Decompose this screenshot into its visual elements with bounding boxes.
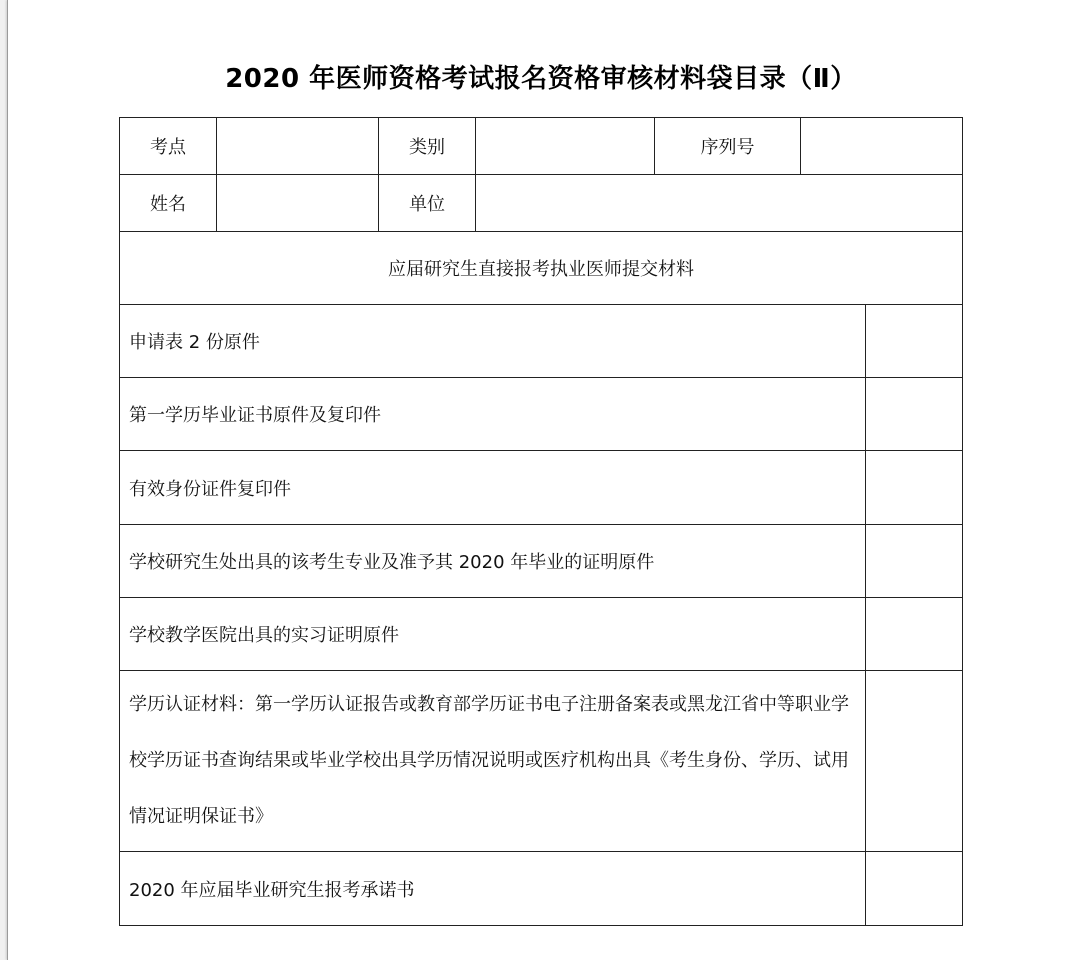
serial-number-label: 序列号 [655, 118, 801, 175]
list-item [120, 671, 963, 852]
list-item [120, 378, 963, 451]
category-field[interactable] [476, 118, 655, 175]
exam-site-label: 考点 [120, 118, 217, 175]
material-item-7: 2020 年应届毕业研究生报考承诺书 [120, 852, 866, 926]
document-title: 2020 年医师资格考试报名资格审核材料袋目录（Ⅱ） [225, 64, 857, 94]
section-heading-row [120, 232, 963, 305]
materials-checklist-table [119, 117, 963, 926]
material-item-2: 第一学历毕业证书原件及复印件 [120, 378, 866, 451]
name-label: 姓名 [120, 175, 217, 232]
list-item [120, 451, 963, 525]
material-item-5: 学校教学医院出具的实习证明原件 [120, 598, 866, 671]
list-item [120, 305, 963, 378]
list-item [120, 598, 963, 671]
material-check-box-5[interactable] [866, 598, 963, 671]
material-item-4: 学校研究生处出具的该考生专业及准予其 2020 年毕业的证明原件 [120, 525, 866, 598]
serial-number-field[interactable] [801, 118, 963, 175]
section-heading: 应届研究生直接报考执业医师提交材料 [120, 232, 963, 305]
header-row-1 [120, 118, 963, 175]
organization-label: 单位 [379, 175, 476, 232]
header-row-2 [120, 175, 963, 232]
name-field[interactable] [217, 175, 379, 232]
material-check-box-6[interactable] [866, 671, 963, 852]
exam-site-field[interactable] [217, 118, 379, 175]
organization-field[interactable] [476, 175, 963, 232]
material-item-1: 申请表 2 份原件 [120, 305, 866, 378]
material-check-box-1[interactable] [866, 305, 963, 378]
material-check-box-3[interactable] [866, 451, 963, 525]
material-check-box-7[interactable] [866, 852, 963, 926]
material-item-3: 有效身份证件复印件 [120, 451, 866, 525]
list-item [120, 852, 963, 926]
material-item-6: 学历认证材料：第一学历认证报告或教育部学历证书电子注册备案表或黑龙江省中等职业学校学历证书查询结果或毕业学校出具学历情况说明或医疗机构出具《考生身份、学历、试用情况证明保证书》 [120, 671, 866, 852]
list-item [120, 525, 963, 598]
category-label: 类别 [379, 118, 476, 175]
material-check-box-2[interactable] [866, 378, 963, 451]
material-check-box-4[interactable] [866, 525, 963, 598]
